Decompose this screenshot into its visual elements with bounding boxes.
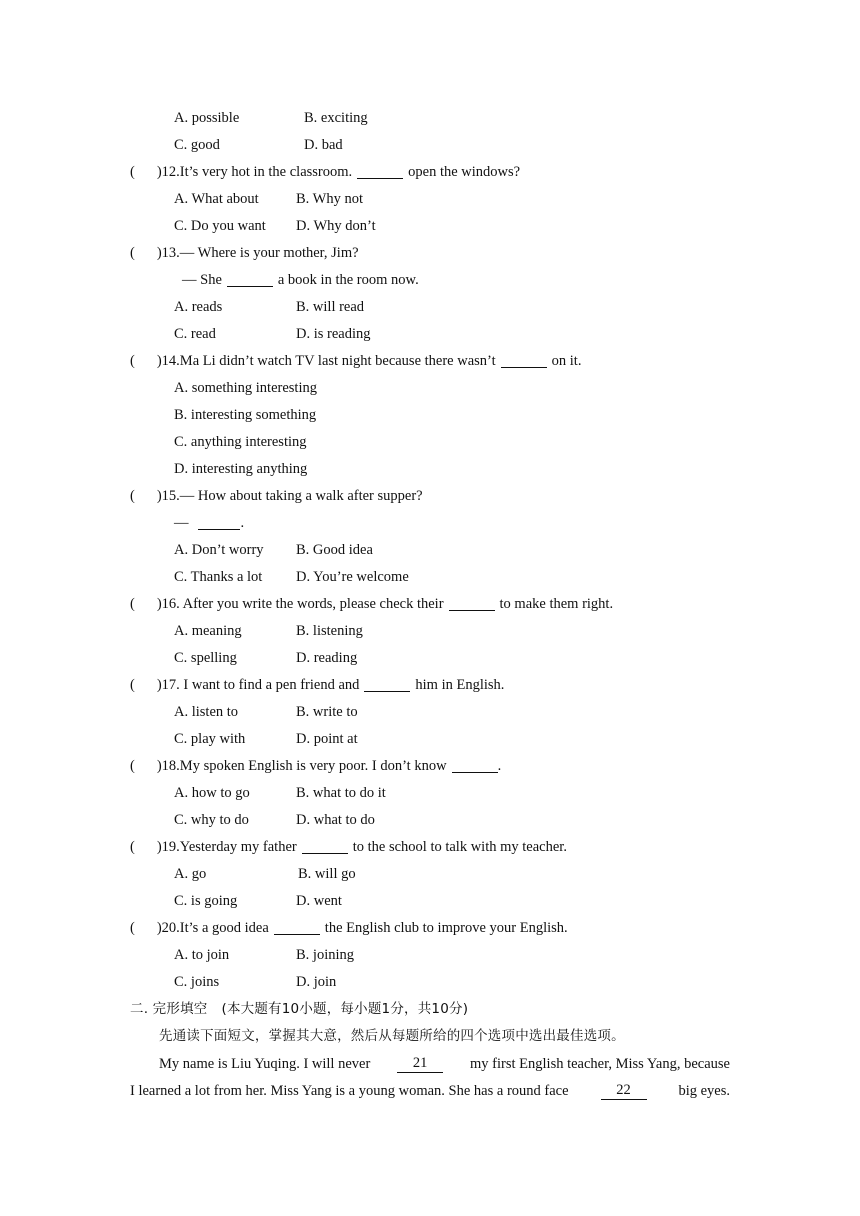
option-c: C. play with [174,731,246,747]
cloze-blank-22: 22 [601,1082,647,1100]
answer-paren: ( [130,245,135,261]
question-stem: )20.It’s a good idea [156,920,269,936]
question-stem: )17. I want to find a pen friend and [156,677,360,693]
answer-blank [227,272,273,287]
answer-blank [449,596,495,611]
option-a: A. to join [174,947,230,963]
option-d: D. bad [304,137,343,153]
cloze-blank-21: 21 [397,1055,443,1073]
question-14 [130,352,581,370]
section-title: 二. 完形填空 [130,1001,208,1017]
question-stem: )19.Yesterday my father [156,839,297,855]
option-b: B. joining [296,947,355,963]
option-b: B. listening [296,623,363,639]
question-20 [130,919,568,937]
answer-paren: ( [130,839,135,855]
option-b: B. Good idea [296,542,373,558]
passage-line-1: My name is Liu Yuqing. I will never 21 my first English teacher, Miss Yang, because [159,1055,730,1072]
option-b: B. what to do it [296,785,386,801]
option-a: A. possible [174,110,240,126]
answer-paren: ( [130,164,135,180]
option-b: B. Why not [296,191,363,207]
option-a: A. go [174,866,207,882]
question-15-line2: — . [174,515,245,531]
question-13-line2: — She a book in the room now. [182,272,419,288]
option-a: A. reads [174,299,223,315]
option-c: C. read [174,326,216,342]
option-a: A. listen to [174,704,239,720]
question-stem: )13.— Where is your mother, Jim? [156,245,359,261]
question-12 [130,163,520,181]
option-b: B. exciting [304,110,368,126]
option-d: D. join [296,974,337,990]
answer-paren: ( [130,596,135,612]
answer-blank [357,164,403,179]
question-17 [130,676,504,694]
question-19 [130,838,567,856]
option-d: D. is reading [296,326,371,342]
option-a: A. meaning [174,623,242,639]
option-d: D. You’re welcome [296,569,409,585]
question-tail: open the windows? [408,164,521,180]
option-b: B. interesting something [174,407,317,423]
question-13 [130,244,359,262]
answer-paren: ( [130,488,135,504]
question-tail: to make them right. [499,596,614,612]
question-15 [130,487,423,505]
option-d: D. went [296,893,342,909]
answer-blank [198,515,240,530]
answer-blank [274,920,320,935]
option-a: A. how to go [174,785,250,801]
question-tail: to the school to talk with my teacher. [352,839,567,855]
option-b: B. will go [298,866,356,882]
question-stem: )12.It’s very hot in the classroom. [156,164,353,180]
answer-blank [501,353,547,368]
option-a: A. something interesting [174,380,317,396]
answer-paren: ( [130,353,135,369]
answer-paren: ( [130,920,135,936]
option-a: A. What about [174,191,259,207]
question-tail: . [497,758,502,774]
option-b: B. will read [296,299,365,315]
answer-paren: ( [130,758,135,774]
option-d: D. Why don’t [296,218,376,234]
option-c: C. joins [174,974,220,990]
answer-blank [302,839,348,854]
section-heading [130,1000,468,1018]
option-d: D. reading [296,650,358,666]
option-d: D. what to do [296,812,375,828]
option-c: C. good [174,137,220,153]
passage-line-2: I learned a lot from her. Miss Yang is a young woman. She has a round face 22 big eyes. [130,1082,730,1099]
option-c: C. Thanks a lot [174,569,263,585]
question-tail: on it. [551,353,582,369]
question-stem: )14.Ma Li didn’t watch TV last night because there wasn’t [156,353,496,369]
question-tail: the English club to improve your English. [324,920,568,936]
section-instruction: 先通读下面短文，掌握其大意，然后从每题所给的四个选项中选出最佳选项。 [159,1028,625,1044]
section-note: (本大题有10小题，每小题1分，共10分) [221,1001,469,1017]
question-18 [130,757,501,775]
answer-blank [364,677,410,692]
question-stem: )16. After you write the words, please check their [156,596,444,612]
option-c: C. is going [174,893,238,909]
option-c: C. why to do [174,812,249,828]
option-a: A. Don’t worry [174,542,264,558]
option-c: C. anything interesting [174,434,307,450]
option-b: B. write to [296,704,358,720]
option-c: C. Do you want [174,218,266,234]
question-stem: )15.— How about taking a walk after supper? [156,488,423,504]
question-16 [130,595,613,613]
option-d: D. point at [296,731,358,747]
answer-paren: ( [130,677,135,693]
option-c: C. spelling [174,650,237,666]
answer-blank [452,758,498,773]
question-stem: )18.My spoken English is very poor. I don’t know [156,758,447,774]
question-tail: him in English. [415,677,505,693]
option-d: D. interesting anything [174,461,308,477]
